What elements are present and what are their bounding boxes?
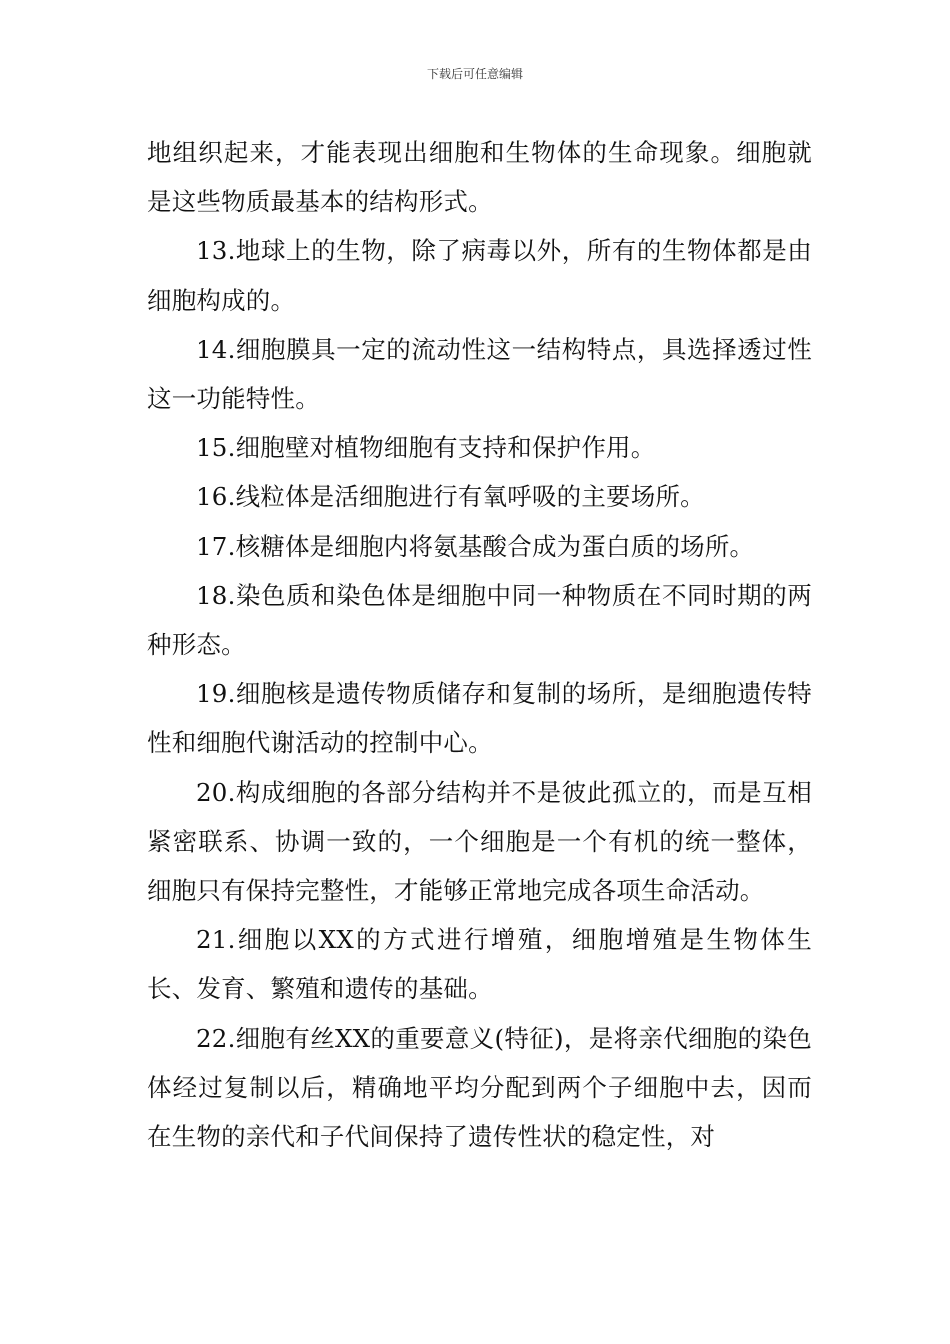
paragraph-16: 16.线粒体是活细胞进行有氧呼吸的主要场所。: [196, 482, 705, 512]
paragraph-20: 20.构成细胞的各部分结构并不是彼此孤立的，而是互相紧密联系、协调一致的，一个细胞是一个有机的统一整体，细胞只有保持完整性，才能够正常地完成各项生命活动。: [147, 777, 812, 906]
paragraph-19: 19.细胞核是遗传物质储存和复制的场所，是细胞遗传特性和细胞代谢活动的控制中心。: [147, 679, 812, 758]
paragraph-22: 22.细胞有丝XX的重要意义(特征)，是将亲代细胞的染色体经过复制以后，精确地平均分配到两个子细胞中去，因而在生物的亲代和子代间保持了遗传性状的稳定性，对: [147, 1023, 812, 1152]
paragraph-17: 17.核糖体是细胞内将氨基酸合成为蛋白质的场所。: [196, 531, 755, 561]
paragraph-21: 21.细胞以XX的方式进行增殖，细胞增殖是生物体生长、发育、繁殖和遗传的基础。: [147, 925, 812, 1004]
document-body: [147, 128, 812, 1161]
paragraph-15: 15.细胞壁对植物细胞有支持和保护作用。: [196, 433, 656, 463]
paragraph-13: 13.地球上的生物，除了病毒以外，所有的生物体都是由细胞构成的。: [147, 236, 812, 315]
paragraph-14: 14.细胞膜具一定的流动性这一结构特点，具选择透过性这一功能特性。: [147, 334, 812, 414]
paragraph-18: 18.染色质和染色体是细胞中同一种物质在不同时期的两种形态。: [147, 580, 812, 660]
page-header: 下载后可任意编辑: [426, 67, 523, 81]
paragraph-continued: 地组织起来，才能表现出细胞和生物体的生命现象。细胞就是这些物质最基本的结构形式。: [147, 138, 812, 217]
